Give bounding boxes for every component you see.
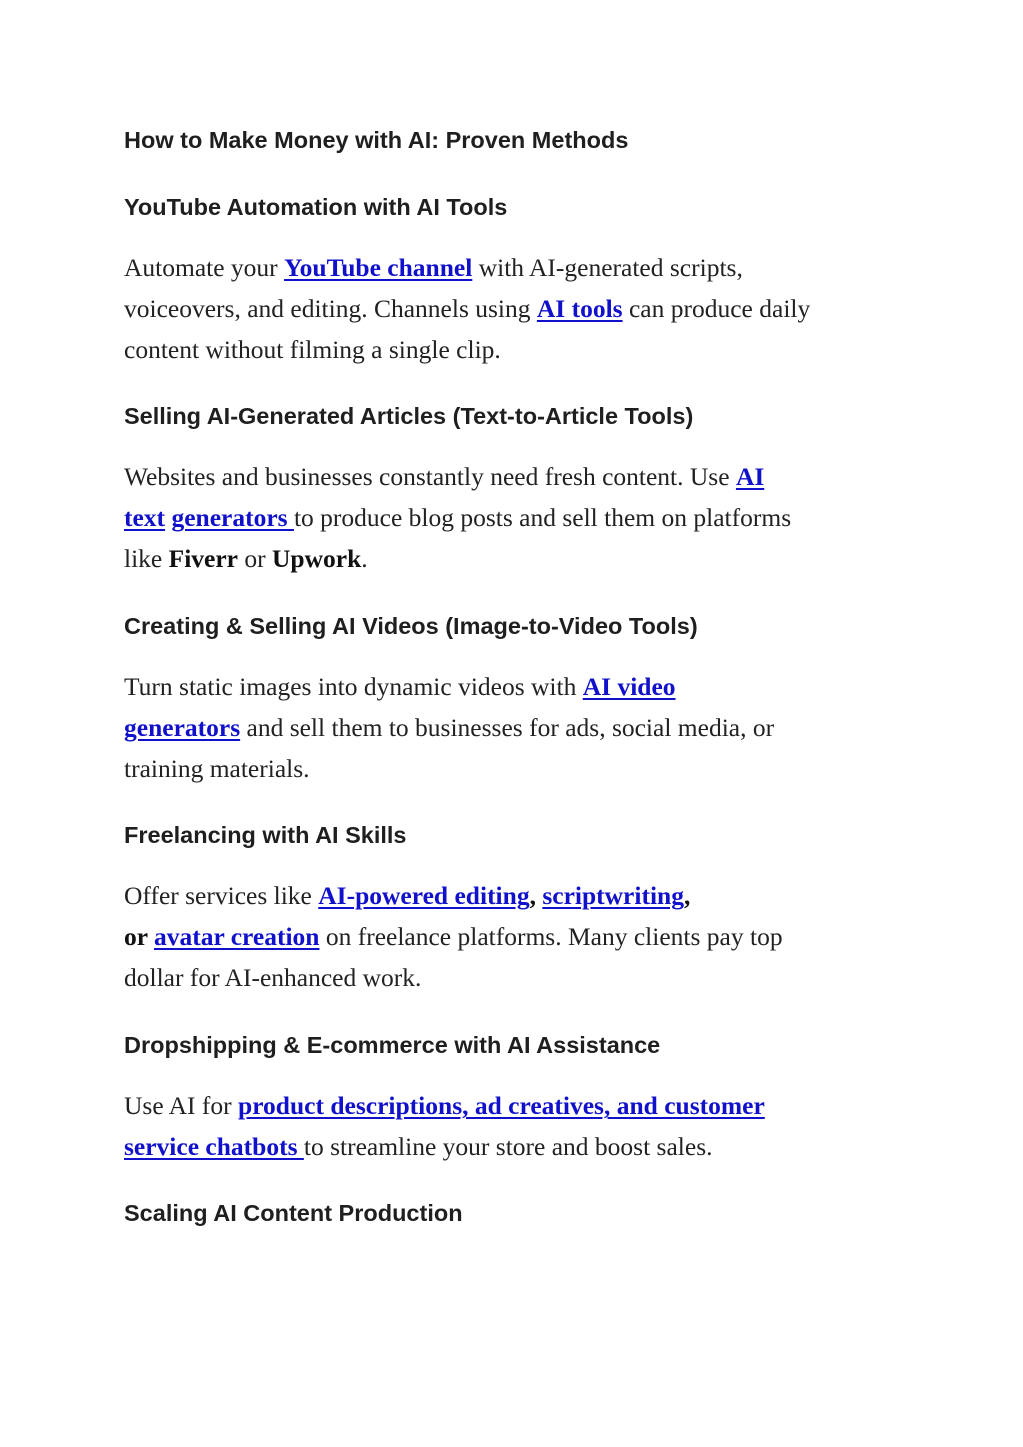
link-ai-text-continued[interactable]: text	[124, 503, 166, 532]
section-paragraph-youtube-automation	[124, 247, 894, 370]
link-ai-text[interactable]: AI	[735, 462, 765, 491]
link-youtube-channel[interactable]: YouTube channel	[284, 253, 473, 282]
link-product-descriptions[interactable]: product descriptions, ad creatives, and customer	[238, 1091, 765, 1120]
link-ai-tools[interactable]: AI tools	[536, 294, 623, 323]
text-run: can produce daily	[622, 294, 811, 323]
text-run: content without filming a single clip.	[124, 335, 501, 364]
section-paragraph-selling-articles	[124, 456, 894, 579]
text-run: or	[238, 544, 272, 573]
link-service-chatbots[interactable]: service chatbots	[124, 1132, 304, 1161]
text-run: Websites and businesses constantly need fresh content. Use	[124, 462, 736, 491]
section-paragraph-ai-videos	[124, 666, 894, 789]
text-run: to produce blog posts and sell them on platforms	[293, 503, 792, 532]
text-run: voiceovers, and editing. Channels using	[124, 294, 537, 323]
section-heading-selling-articles: Selling AI-Generated Articles (Text-to-Article Tools)	[124, 403, 694, 429]
bold-upwork: Upwork	[272, 544, 362, 573]
text-run: and sell them to businesses for ads, social media, or	[240, 713, 775, 742]
section-paragraph-freelancing	[124, 875, 894, 998]
bold-or: or	[124, 922, 154, 951]
text-run: with AI-generated scripts,	[472, 253, 743, 282]
section-paragraph-dropshipping	[124, 1085, 894, 1167]
comma: ,	[529, 881, 543, 910]
section-heading-ai-videos: Creating & Selling AI Videos (Image-to-Video Tools)	[124, 613, 698, 639]
text-run: on freelance platforms. Many clients pay top	[319, 922, 783, 951]
text-run: Use AI for	[124, 1091, 239, 1120]
text-run: to streamline your store and boost sales.	[303, 1132, 713, 1161]
text-run: Turn static images into dynamic videos with	[124, 672, 583, 701]
section-heading-dropshipping: Dropshipping & E-commerce with AI Assistance	[124, 1032, 661, 1058]
text-run: training materials.	[124, 754, 310, 783]
link-ai-powered-editing[interactable]: AI-powered editing	[318, 881, 530, 910]
text-run: dollar for AI-enhanced work.	[124, 963, 422, 992]
section-heading-youtube-automation: YouTube Automation with AI Tools	[124, 194, 508, 220]
link-avatar-creation[interactable]: avatar creation	[153, 922, 320, 951]
link-ai-video[interactable]: AI video	[582, 672, 676, 701]
text-run: like	[124, 544, 169, 573]
section-heading-scaling-content: Scaling AI Content Production	[124, 1200, 463, 1226]
link-scriptwriting[interactable]: scriptwriting	[542, 881, 684, 910]
text-run: .	[361, 544, 368, 573]
bold-fiverr: Fiverr	[168, 544, 238, 573]
comma: ,	[683, 881, 691, 910]
page-title: How to Make Money with AI: Proven Methods	[124, 127, 629, 153]
link-ai-video-generators[interactable]: generators	[124, 713, 241, 742]
text-run: Offer services like	[124, 881, 319, 910]
text-run: Automate your	[124, 253, 285, 282]
link-generators[interactable]: generators	[171, 503, 294, 532]
section-heading-freelancing: Freelancing with AI Skills	[124, 822, 407, 848]
